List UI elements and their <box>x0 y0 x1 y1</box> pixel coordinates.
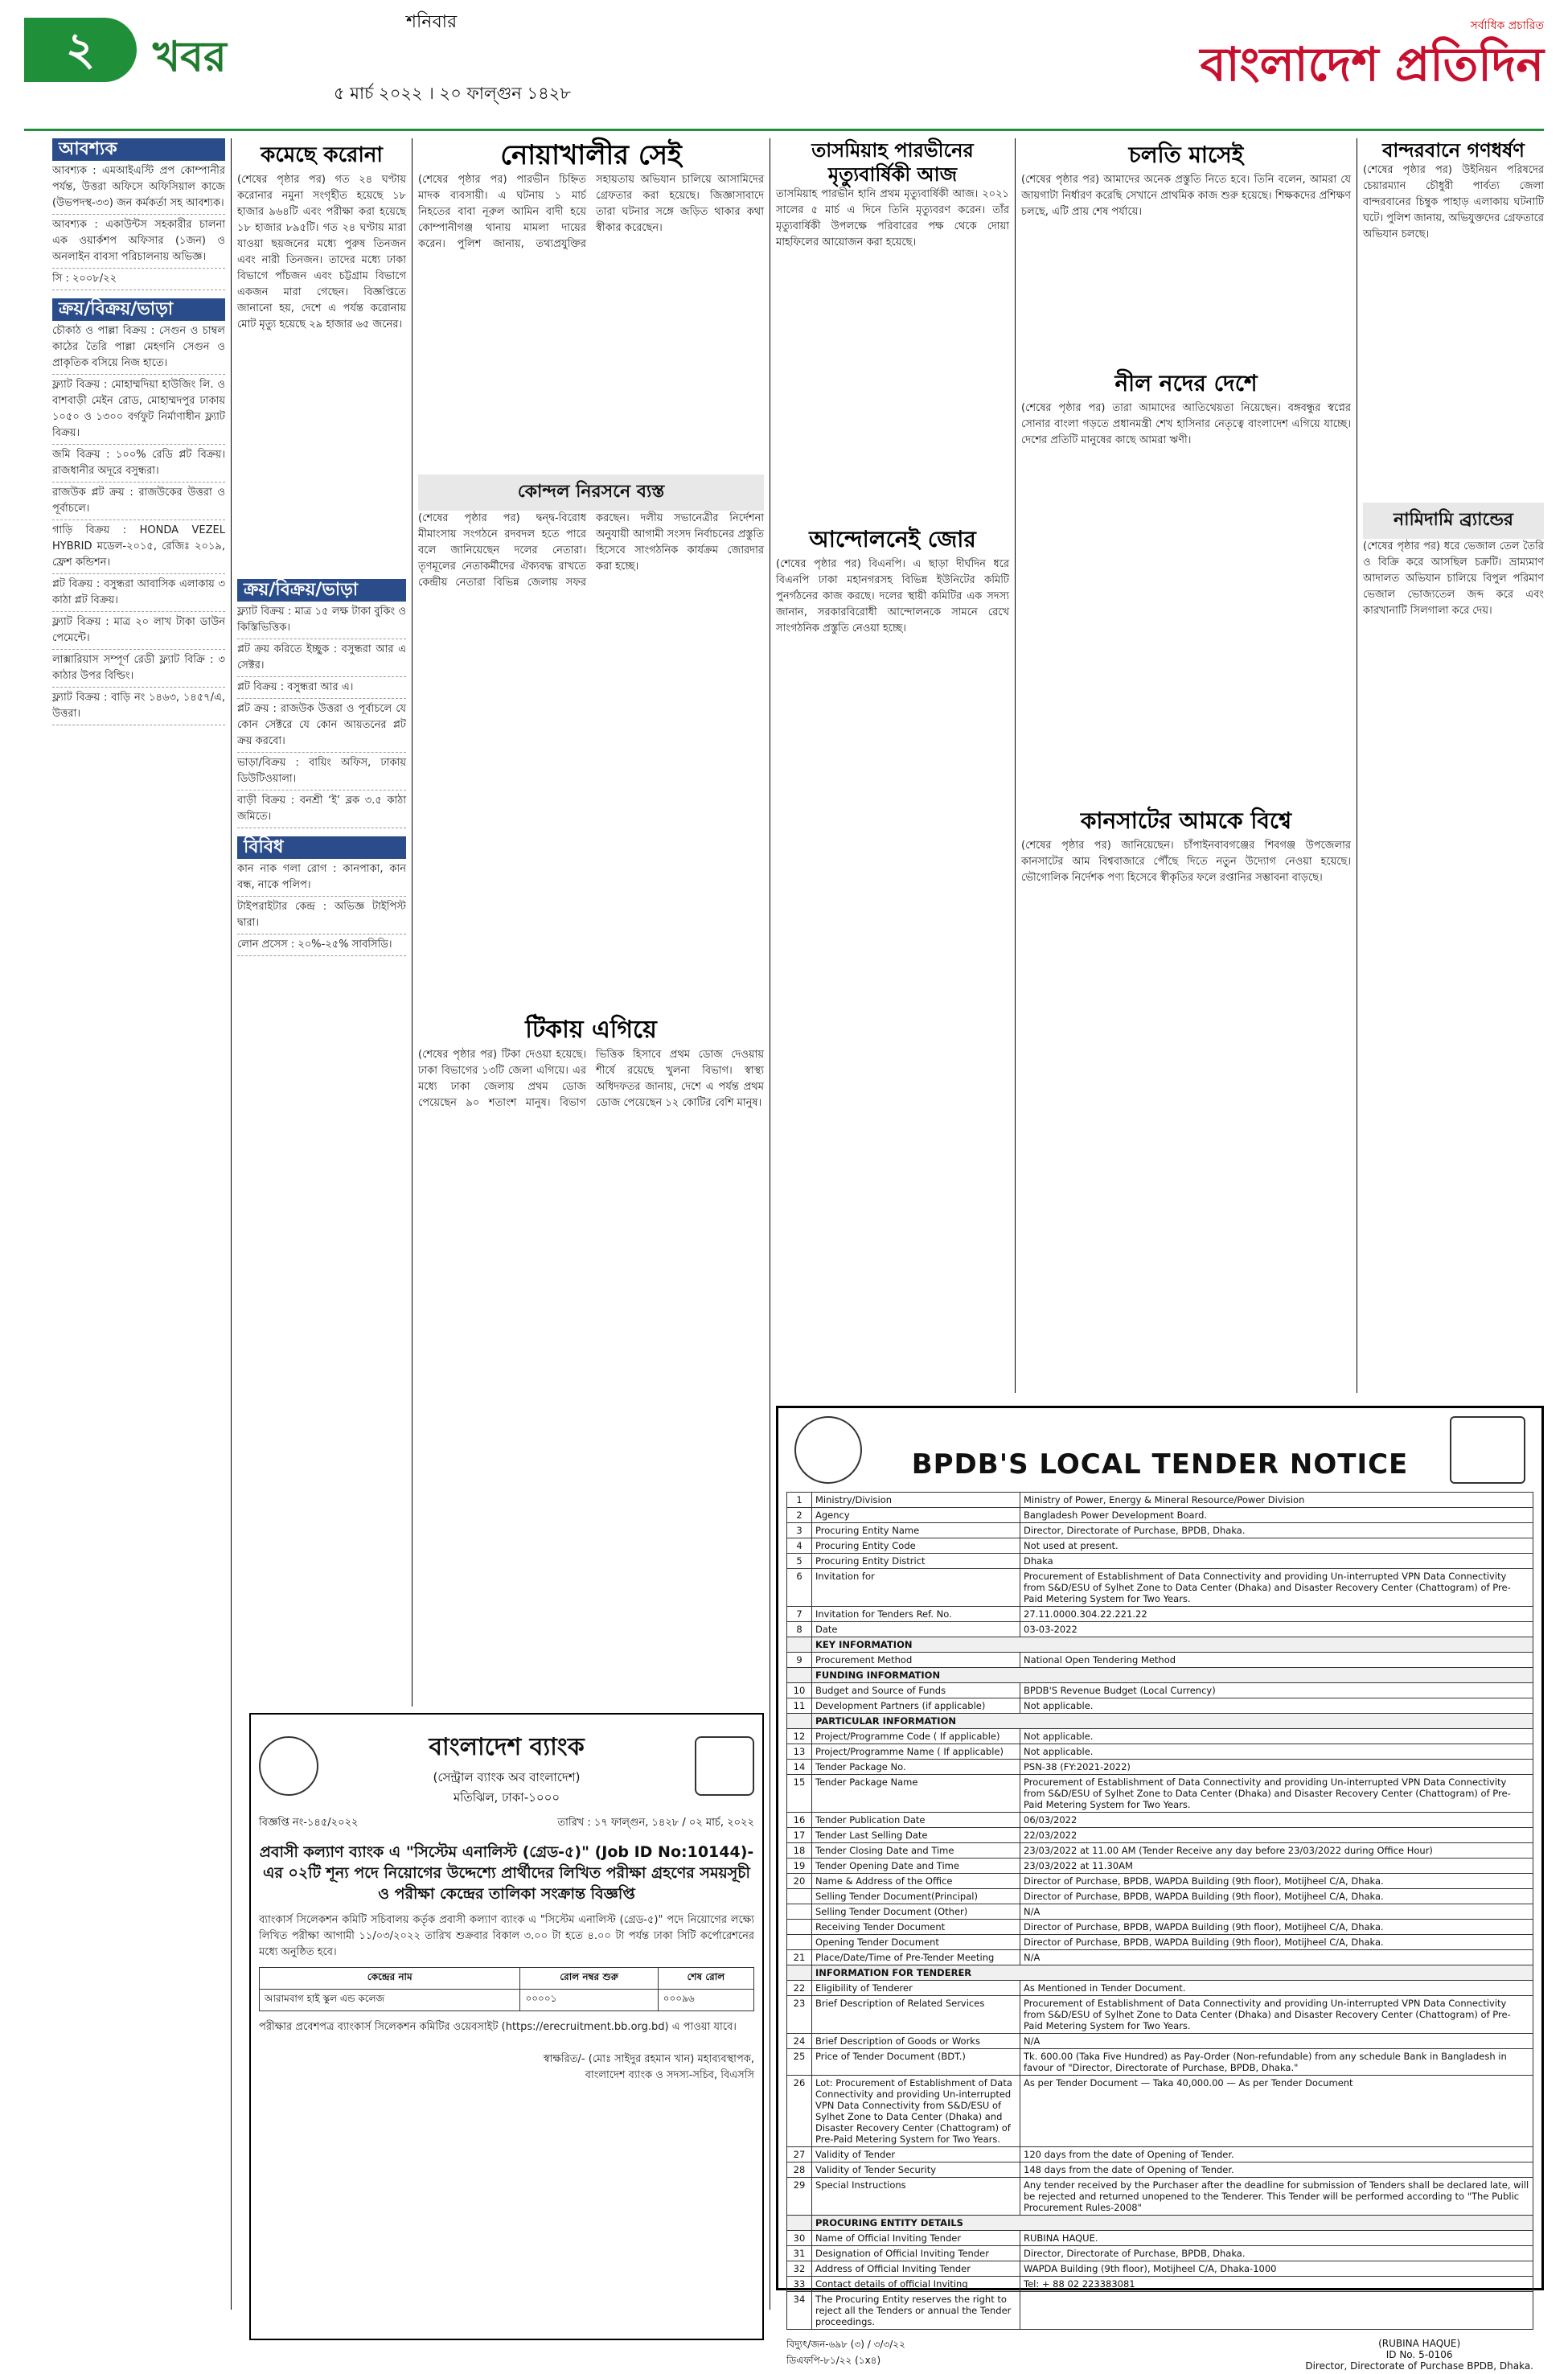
tender-cell: 1 <box>787 1493 812 1508</box>
tender-cell <box>787 2216 812 2231</box>
article-headline: নামিদামি ব্র্যান্ডের <box>1363 503 1544 539</box>
tender-cell: Director of Purchase, BPDB, WAPDA Building (9th floor), Motijheel C/A, Dhaka. <box>1020 1889 1533 1904</box>
tender-cell: Tk. 600.00 (Taka Five Hundred) as Pay-Order (Non-refundable) from any schedule Bank in Bangladesh in favour of "Director, Directorate of Purchase, BPDB, Dhaka." <box>1020 2049 1533 2076</box>
tender-cell: 23 <box>787 1996 812 2034</box>
tender-row <box>787 1622 1533 1637</box>
tender-cell: Project/Programme Name ( If applicable) <box>812 1744 1020 1760</box>
classified-section-head: বিবিধ <box>237 836 406 859</box>
bpdb-logo-icon <box>794 1416 862 1484</box>
tender-cell: Project/Programme Code ( If applicable) <box>812 1729 1020 1744</box>
tender-cell: 21 <box>787 1950 812 1965</box>
tender-cell: Date <box>812 1622 1020 1637</box>
tender-cell: 23/03/2022 at 11.30AM <box>1020 1859 1533 1874</box>
article-body: (শেষের পৃষ্ঠার পর) দ্বন্দ্ব-বিরোধ মীমাংসায় সংগঠনে রদবদল হতে পারে বলে জানিয়েছেন দলের নেতারা। তৃণমূলের নেতাকর্মীদের ঐক্যবদ্ধ রাখতে কেন্দ্রীয় নেতারা বিভিন্ন জেলায় সফর করছেন। দলীয় সভানেত্রীর নির্দেশনা অনুযায়ী আগামী সংসদ নির্বাচনের প্রস্তুতি হিসেবে সাংগঠনিক কার্যক্রম জোরদার করা হচ্ছে। <box>418 512 764 589</box>
tender-cell: 03-03-2022 <box>1020 1622 1533 1637</box>
tender-row <box>787 1828 1533 1843</box>
classified-item: রাজউক প্লট ক্রয় : রাজউকের উত্তরা ও পূর্বাচলে। <box>52 483 225 520</box>
table-header: শেষ রোল <box>658 1968 753 1990</box>
tender-cell: 11 <box>787 1698 812 1714</box>
classified-item: প্লট বিক্রয় : বসুন্ধরা আবাসিক এলাকায় ৩ কাঠা প্লট বিক্রয়। <box>52 574 225 612</box>
tender-title: BPDB'S LOCAL TENDER NOTICE <box>911 1448 1409 1481</box>
tender-cell: 14 <box>787 1760 812 1775</box>
tender-cell: 22 <box>787 1981 812 1996</box>
tender-cell: 16 <box>787 1813 812 1828</box>
tender-cell: 22/03/2022 <box>1020 1828 1533 1843</box>
article-headline: আন্দোলনেই জোর <box>809 526 976 552</box>
tender-cell: Director, Directorate of Purchase, BPDB, Dhaka. <box>1020 1523 1533 1538</box>
tender-cell: PROCURING ENTITY DETAILS <box>812 2216 1533 2231</box>
tender-cell: 2 <box>787 1508 812 1523</box>
tender-row <box>787 1859 1533 1874</box>
table-cell: আরামবাগ হাই স্কুল এন্ড কলেজ <box>260 1990 520 2011</box>
tender-row <box>787 1554 1533 1569</box>
tender-cell: 23/03/2022 at 11.00 AM (Tender Receive any day before 23/03/2022 during Office Hour) <box>1020 1843 1533 1859</box>
tender-cell: Invitation for Tenders Ref. No. <box>812 1607 1020 1622</box>
tender-ref: বিদ্যুৎ/জন-৬৯৮ (৩) / ৩/৩/২২ <box>786 2339 905 2350</box>
tender-cell <box>787 1965 812 1981</box>
article-body: (শেষের পৃষ্ঠার পর) টিকা দেওয়া হয়েছে। ঢাকা বিভাগের ১৩টি জেলা এগিয়ে। এর মধ্যে ঢাকা জেলায় প্রথম ডোজ পেয়েছেন ৯০ শতাংশ মানুষ। বিভাগ ভিত্তিক হিসাবে প্রথম ডোজ দেওয়ায় শীর্ষে রয়েছে খুলনা বিভাগ। স্বাস্থ্য অধিদফতর জানায়, দেশে এ পর্যন্ত প্রথম ডোজ পেয়েছেন ১২ কোটির বেশি মানুষ। <box>418 1049 764 1109</box>
tender-row <box>787 1920 1533 1935</box>
tender-cell: Eligibility of Tenderer <box>812 1981 1020 1996</box>
tender-cell: 27 <box>787 2147 812 2162</box>
tender-cell: Selling Tender Document (Other) <box>812 1904 1020 1920</box>
article-headline: চলতি মাসেই <box>1128 142 1244 168</box>
tender-cell: KEY INFORMATION <box>812 1637 1533 1653</box>
issue-date: ৫ মার্চ ২০২২ । ২০ ফাল্গুন ১৪২৮ <box>334 84 571 103</box>
tender-cell: Tender Publication Date <box>812 1813 1020 1828</box>
tender-cell: 4 <box>787 1538 812 1554</box>
tender-cell: Procuring Entity District <box>812 1554 1020 1569</box>
tender-row <box>787 1775 1533 1813</box>
classified-section-head: ক্রয়/বিক্রয়/ভাড়া <box>52 298 225 321</box>
tender-cell: Tel: + 88 02 223383081 <box>1020 2277 1533 2292</box>
classified-item: জমি বিক্রয় : ১০০% রেডি প্লট বিক্রয়। রাজধানীর অদূরে বসুন্ধরা। <box>52 445 225 483</box>
tender-cell: 34 <box>787 2292 812 2330</box>
tender-cell: Procurement of Establishment of Data Connectivity and providing Un-interrupted VPN Data Connectivity from S&D/ESU of Sylhet Zone to Data Center (Dhaka) and Disaster Recovery Center (Chattogram) of Pre-Paid Metering System for Two Years. <box>1020 1569 1533 1607</box>
tender-row <box>787 2076 1533 2147</box>
section-title: খবর <box>153 33 227 81</box>
signer-name: (RUBINA HAQUE) <box>1378 2338 1461 2349</box>
tender-cell: National Open Tendering Method <box>1020 1653 1533 1668</box>
tender-cell: Not applicable. <box>1020 1744 1533 1760</box>
tender-row <box>787 1965 1533 1981</box>
tender-row <box>787 1569 1533 1607</box>
tender-cell: As Mentioned in Tender Document. <box>1020 1981 1533 1996</box>
tender-cell: Contact details of official Inviting <box>812 2277 1020 2292</box>
tender-cell: 30 <box>787 2231 812 2246</box>
bank-name: বাংলাদেশ ব্যাংক <box>429 1733 585 1761</box>
tender-cell: 28 <box>787 2162 812 2178</box>
tender-cell: Not applicable. <box>1020 1698 1533 1714</box>
classified-item: সি : ২০০৮/২২ <box>52 269 225 290</box>
article-vaccine <box>418 1013 764 1705</box>
notice-note: পরীক্ষার প্রবেশপত্র ব্যাংকার্স সিলেকশন কমিটির ওয়েবসাইট (https://erecruitment.bb.org.bd) এ পাওয়া যাবে। <box>259 2021 737 2033</box>
tender-row <box>787 1653 1533 1668</box>
tender-cell: Tender Opening Date and Time <box>812 1859 1020 1874</box>
tender-cell: Name of Official Inviting Tender <box>812 2231 1020 2246</box>
tender-cell: PARTICULAR INFORMATION <box>812 1714 1533 1729</box>
tender-cell <box>787 1889 812 1904</box>
tender-cell: 18 <box>787 1843 812 1859</box>
notice-body: ব্যাংকার্স সিলেকশন কমিটি সচিবালয় কর্তৃক প্রবাসী কল্যাণ ব্যাংক এ "সিস্টেম এনালিস্ট (গ্রেড-৫)" পদে নিয়োগের লক্ষ্যে লিখিত পরীক্ষা আগামী ১১/০৩/২০২২ তারিখ শুক্রবার বিকাল ৩.০০ টা হতে ৪.০০ টা পর্যন্ত ঢাকা সিটি কর্পোরেশনের মধ্যে অনুষ্ঠিত হবে। <box>259 1914 754 1958</box>
tender-row <box>787 2034 1533 2049</box>
classifieds-column-1 <box>52 138 225 2310</box>
tender-row <box>787 2162 1533 2178</box>
table-row <box>260 1990 754 2011</box>
classified-item: গাড়ি বিক্রয় : HONDA VEZEL HYBRID মডেল-২০১৫, রেজিঃ ২০১৯, ফ্রেশ কন্ডিশন। <box>52 520 225 574</box>
tender-row <box>787 2147 1533 2162</box>
tender-row <box>787 2216 1533 2231</box>
tender-row <box>787 1637 1533 1653</box>
tender-cell: As per Tender Document — Taka 40,000.00 — As per Tender Document <box>1020 2076 1533 2147</box>
classified-item: টাইপরাইটার কেন্দ্র : অভিজ্ঞ টাইপিস্ট দ্বারা। <box>237 897 406 934</box>
tender-cell: 29 <box>787 2178 812 2216</box>
tender-row <box>787 1668 1533 1683</box>
tender-cell: The Procuring Entity reserves the right to reject all the Tenders or annual the Tender proceedings. <box>812 2292 1020 2330</box>
tender-cell: N/A <box>1020 2034 1533 2049</box>
tender-cell: 19 <box>787 1859 812 1874</box>
tender-row <box>787 2178 1533 2216</box>
tender-cell: Procuring Entity Code <box>812 1538 1020 1554</box>
article-obituary <box>776 138 1009 516</box>
tender-row <box>787 2277 1533 2292</box>
tender-table <box>786 1492 1533 2330</box>
article-this-month <box>1021 138 1351 363</box>
bank-notice <box>249 1713 764 2340</box>
classified-item: আবশ্যক : এমআইএস্টি প্রপ কোম্পানীর পর্যন্ত, উত্তরা অফিসে অফিসিয়াল কাজে (উভপদস্থ-৩৩) জন কর্মকর্তা সহ আবশ্যক। <box>52 161 225 215</box>
tender-row <box>787 2049 1533 2076</box>
masthead-rule <box>24 129 1544 131</box>
signer-id: ID No. 5-0106 <box>1385 2349 1453 2360</box>
tender-row <box>787 1607 1533 1622</box>
tender-row <box>787 1538 1533 1554</box>
tender-cell: 25 <box>787 2049 812 2076</box>
tender-cell: WAPDA Building (9th floor), Motijheel C/A, Dhaka-1000 <box>1020 2261 1533 2277</box>
bank-seal-icon <box>259 1736 318 1796</box>
tender-cell: Name & Address of the Office <box>812 1874 1020 1889</box>
tender-row <box>787 1950 1533 1965</box>
brand-name: বাংলাদেশ প্রতিদিন <box>1200 37 1544 92</box>
tender-cell: Brief Description of Goods or Works <box>812 2034 1020 2049</box>
article-nile <box>1021 367 1351 801</box>
tender-cell: Tender Last Selling Date <box>812 1828 1020 1843</box>
tender-cell: Director of Purchase, BPDB, WAPDA Building (9th floor), Motijheel C/A, Dhaka. <box>1020 1874 1533 1889</box>
tender-cell <box>787 1904 812 1920</box>
tender-cell: Designation of Official Inviting Tender <box>812 2246 1020 2261</box>
tender-cell: 33 <box>787 2277 812 2292</box>
tender-row <box>787 1683 1533 1698</box>
exam-center-table <box>259 1967 754 2011</box>
tender-row <box>787 1996 1533 2034</box>
classified-item: ফ্ল্যাট বিক্রয় : মাত্র ২০ লাখ টাকা ডাউন পেমেন্টে। <box>52 612 225 650</box>
tender-cell: Tender Closing Date and Time <box>812 1843 1020 1859</box>
tender-row <box>787 1493 1533 1508</box>
tender-cell: Validity of Tender <box>812 2147 1020 2162</box>
tender-row <box>787 2292 1533 2330</box>
tender-cell: Tender Package No. <box>812 1760 1020 1775</box>
tender-cell: Director of Purchase, BPDB, WAPDA Building (9th floor), Motijheel C/A, Dhaka. <box>1020 1935 1533 1950</box>
tender-cell: Lot: Procurement of Establishment of Data Connectivity and providing Un-interrupted VPN Data Connectivity from S&D/ESU of Sylhet Zone to Data Center (Dhaka) and Disaster Recovery Center (Chattogram) of Pre-Paid Metering System for Two Years. <box>812 2076 1020 2147</box>
tender-row <box>787 1508 1533 1523</box>
table-header: রোল নম্বর শুরু <box>520 1968 658 1990</box>
classified-item: প্লট ক্রয় করিতে ইচ্ছুক : বসুন্ধরা আর এ সেক্টর। <box>237 639 406 677</box>
article-headline: টিকায় এগিয়ে <box>525 1016 657 1044</box>
tender-cell: 27.11.0000.304.22.221.22 <box>1020 1607 1533 1622</box>
tender-cell: 7 <box>787 1607 812 1622</box>
article-mango <box>1021 804 1351 1391</box>
column-rule <box>1015 138 1016 1393</box>
classified-item: ফ্ল্যাট বিক্রয় : মোহাম্মদিয়া হাউজিং লি. ও বাশবাড়ী মেইন রোড, মোহাম্মদপুর ঢাকায় ১০৫০ ও ১৩০০ বর্গফুট নির্মাণাধীন ফ্ল্যাট বিক্রয়। <box>52 375 225 445</box>
tender-cell: Address of Official Inviting Tender <box>812 2261 1020 2277</box>
tender-cell: Ministry/Division <box>812 1493 1020 1508</box>
classified-section-head: আবশ্যক <box>52 138 225 161</box>
tender-cell <box>787 1714 812 1729</box>
tender-cell: Procurement of Establishment of Data Connectivity and providing Un-interrupted VPN Data Connectivity from S&D/ESU of Sylhet Zone to Data Center (Dhaka) and Disaster Recovery Center (Chattogram) of Pre-Paid Metering System for Two Years. <box>1020 1775 1533 1813</box>
tender-cell: 9 <box>787 1653 812 1668</box>
tender-cell: 120 days from the date of Opening of Tender. <box>1020 2147 1533 2162</box>
tender-cell: Ministry of Power, Energy & Mineral Resource/Power Division <box>1020 1493 1533 1508</box>
tender-cell: N/A <box>1020 1950 1533 1965</box>
article-body: (শেষের পৃষ্ঠার পর) বিএনপি। এ ছাড়া দীর্ঘদিন ধরে বিএনপি ঢাকা মহানগরসহ বিভিন্ন ইউনিটের কমিটি পুনর্গঠনের কাজ করছে। দলের স্থায়ী কমিটির এক সদস্য জানান, সরকারবিরোধী আন্দোলনকে সামনে রেখে সাংগঠনিক প্রস্তুতি নেওয়া হচ্ছে। <box>776 558 1009 635</box>
tender-cell: Agency <box>812 1508 1020 1523</box>
tender-row <box>787 1935 1533 1950</box>
article-body: (শেষের পৃষ্ঠার পর) তারা আমাদের আতিথেয়তা নিয়েছেন। বঙ্গবন্ধুর স্বপ্নের সোনার বাংলা গড়তে প্রধানমন্ত্রী শেখ হাসিনার নেতৃত্বে বাংলাদেশ এগিয়ে যাচ্ছে। দেশের প্রতিটি মানুষের কাছে আমরা ঋণী। <box>1021 402 1351 446</box>
classified-item: ফ্ল্যাট বিক্রয় : বাড়ি নং ১৪৬৩, ১৪৫৭/এ, উত্তরা। <box>52 688 225 725</box>
bank-subtitle: (সেন্ট্রাল ব্যাংক অব বাংলাদেশ) <box>433 1770 581 1785</box>
column-rule <box>412 138 413 1707</box>
article-headline: বান্দরবানে গণধর্ষণ <box>1382 139 1525 162</box>
tender-cell: Opening Tender Document <box>812 1935 1020 1950</box>
article-body: (শেষের পৃষ্ঠার পর) ধরে ভেজাল তেল তৈরি ও বিক্রি করে আসছিল চক্রটি। ভ্রাম্যমাণ আদালত অভিযান চালিয়ে বিপুল পরিমাণ ভেজাল ভোজ্যতেল জব্দ করে এবং কারখানাটি সিলগালা করে দেয়। <box>1363 540 1544 617</box>
article-body: (শেষের পৃষ্ঠার পর) পারভীন চিহ্নিত মাদক ব্যবসায়ী। এ ঘটনায় ১ মার্চ নিহতের বাবা নূরুল আমিন বাদী হয়ে কোম্পানীগঞ্জ থানায় মামলা দায়ের করেন। পুলিশ জানায়, তথ্যপ্রযুক্তির সহায়তায় অভিযান চালিয়ে আসামিদের গ্রেফতার করা হয়েছে। জিজ্ঞাসাবাদে তারা ঘটনার সঙ্গে জড়িত থাকার কথা স্বীকার করেছেন। <box>418 174 764 250</box>
tender-cell: 13 <box>787 1744 812 1760</box>
tender-cell: INFORMATION FOR TENDERER <box>812 1965 1533 1981</box>
tender-cell: Receiving Tender Document <box>812 1920 1020 1935</box>
tender-cell: BPDB'S Revenue Budget (Local Currency) <box>1020 1683 1533 1698</box>
table-header: কেন্দ্রের নাম <box>260 1968 520 1990</box>
tender-cell <box>787 1668 812 1683</box>
notice-ref: বিজ্ঞপ্তি নং-১৪৫/২০২২ <box>259 1817 359 1829</box>
tender-row <box>787 1714 1533 1729</box>
tender-cell: N/A <box>1020 1904 1533 1920</box>
tender-cell: 20 <box>787 1874 812 1889</box>
table-cell: ০০০৯৬ <box>658 1990 753 2011</box>
brand-tagline: সর্বাধিক প্রচারিত <box>1470 19 1544 32</box>
tender-cell: 3 <box>787 1523 812 1538</box>
tender-cell: 10 <box>787 1683 812 1698</box>
weekday: শনিবার <box>406 12 458 32</box>
tender-cell: 148 days from the date of Opening of Tender. <box>1020 2162 1533 2178</box>
article-movement <box>776 523 1009 1391</box>
tender-dfp: ডিএফপি-৮১/২২ (১x৪) <box>786 2355 881 2366</box>
tender-row <box>787 1698 1533 1714</box>
article-bandarban <box>1363 138 1544 500</box>
notice-signer: স্বাক্ষরিত/- (মোঃ সাইদুর রহমান খান) মহাব্যবস্থাপক, বাংলাদেশ ব্যাংক ও সদস্য-সচিব, বিএসসি <box>543 2053 754 2081</box>
article-body: (শেষের পৃষ্ঠার পর) আমাদের অনেক প্রস্তুতি নিতে হবে। তিনি বলেন, আমরা যে জায়গাটা নির্ধারণ করেছি সেখানে প্রাথমিক কাজ শুরু হয়েছে। শিক্ষকদের প্রশিক্ষণ চলছে, এটি প্রায় শেষ পর্যায়ে। <box>1021 174 1351 218</box>
article-body: তাসমিয়াহ পারভীন হানি প্রথম মৃত্যুবার্ষিকী আজ। ২০২১ সালের ৫ মার্চ এ দিনে তিনি মৃত্যুবরণ করেন। তাঁর মৃত্যুবার্ষিকী উপলক্ষে পরিবারের পক্ষ থেকে দোয়া মাহফিলের আয়োজন করা হয়েছে। <box>776 188 1009 248</box>
tender-cell: Price of Tender Document (BDT.) <box>812 2049 1020 2076</box>
bank-office: মতিঝিল, ঢাকা-১০০০ <box>453 1790 560 1805</box>
tender-cell: 32 <box>787 2261 812 2277</box>
classified-item: লাক্সারিয়াস সম্পূর্ণ রেডী ফ্ল্যাট বিক্রি : ৩ কাঠার উপর বিল্ডিং। <box>52 650 225 688</box>
tender-cell: Selling Tender Document(Principal) <box>812 1889 1020 1904</box>
tender-cell: Not applicable. <box>1020 1729 1533 1744</box>
tender-cell: Brief Description of Related Services <box>812 1996 1020 2034</box>
tender-row <box>787 1874 1533 1889</box>
notice-heading: প্রবাসী কল্যাণ ব্যাংক এ "সিস্টেম এনালিস্ট (গ্রেড-৫)" (Job ID No:10144)-এর ০২টি শূন্য পদে নিয়োগের উদ্দেশ্যে প্রার্থীদের লিখিত পরীক্ষা গ্রহণের সময়সূচী ও পরীক্ষা কেন্দ্রের তালিকা সংক্রান্ত বিজ্ঞপ্তি <box>259 1843 754 1903</box>
tender-cell: Dhaka <box>1020 1554 1533 1569</box>
classified-item: বাড়ী বিক্রয় : বনশ্রী ‘ই’ ব্লক ৩.৫ কাঠা জমিতে। <box>237 791 406 828</box>
classified-item: প্লট বিক্রয় : বসুন্ধরা আর এ। <box>237 677 406 699</box>
tender-cell: Place/Date/Time of Pre-Tender Meeting <box>812 1950 1020 1965</box>
classified-item: প্লট ক্রয় : রাজউক উত্তরা ও পূর্বাচলে যে কোন সেক্টরে যে কোন আয়তনের প্লট ক্রয় করবো। <box>237 699 406 753</box>
tender-cell: 12 <box>787 1729 812 1744</box>
tender-row <box>787 1813 1533 1828</box>
tender-cell: Not used at present. <box>1020 1538 1533 1554</box>
classified-item: চৌকাঠ ও পাল্লা বিক্রয় : সেগুন ও চাম্বল কাঠের তৈরি পাল্লা মেহগনি সেগুন ও প্রাকৃতিক বসিয়ে নিজ হাতে। <box>52 321 225 375</box>
tender-cell: 31 <box>787 2246 812 2261</box>
tender-cell: 15 <box>787 1775 812 1813</box>
article-body: (শেষের পৃষ্ঠার পর) গত ২৪ ঘণ্টায় করোনার নমুনা সংগৃহীত হয়েছে ১৮ হাজার ৯৬৪টি এবং পরীক্ষা করা হয়েছে ১৮ হাজার ৮৯৫টি। গত ২৪ ঘণ্টায় মারা যাওয়া ছয়জনের মধ্যে পুরুষ তিনজন এবং নারী তিনজন। তাদের মধ্যে ঢাকা বিভাগে পাঁচজন এবং চট্টগ্রাম বিভাগে একজন মারা গেছেন। বিজ্ঞপ্তিতে জানানো হয়, দেশে এ পর্যন্ত করোনায় মোট মৃত্যু হয়েছে ২৯ হাজার ৬৫ জনের। <box>237 174 406 331</box>
notice-date: তারিখ : ১৭ ফাল্গুন, ১৪২৮ / ০২ মার্চ, ২০২২ <box>557 1817 754 1829</box>
tender-cell: Special Instructions <box>812 2178 1020 2216</box>
tender-cell: Procuring Entity Name <box>812 1523 1020 1538</box>
tender-cell: FUNDING INFORMATION <box>812 1668 1533 1683</box>
brand-logo <box>1150 16 1544 92</box>
tender-cell: Tender Package Name <box>812 1775 1020 1813</box>
tender-notice <box>776 1406 1544 2372</box>
tender-cell <box>787 1935 812 1950</box>
classified-item: ভাড়া/বিক্রয় : বায়িং অফিস, ঢাকায় ডিউটিওয়ালা। <box>237 753 406 791</box>
tender-cell: 26 <box>787 2076 812 2147</box>
article-headline: নীল নদের দেশে <box>1114 370 1258 396</box>
mujib-logo-icon <box>695 1736 754 1796</box>
tender-cell: RUBINA HAQUE. <box>1020 2231 1533 2246</box>
page-number-badge: ২ <box>24 18 137 82</box>
article-headline: নোয়াখালীর সেই <box>500 139 682 171</box>
table-cell: ০০০০১ <box>520 1990 658 2011</box>
tender-cell: Director, Directorate of Purchase, BPDB, Dhaka. <box>1020 2246 1533 2261</box>
tender-row <box>787 1760 1533 1775</box>
tender-cell: Any tender received by the Purchaser after the deadline for submission of Tenders shall be declared late, will be rejected and returned unopened to the Tenderer. This Tender will be performed according to "The Public Procurement Rules-2008" <box>1020 2178 1533 2216</box>
article-body: (শেষের পৃষ্ঠার পর) জানিয়েছেন। চাঁপাইনবাবগঞ্জের শিবগঞ্জ উপজেলার কানসাটের আম বিশ্ববাজারে পৌঁছে দিতে নতুন উদ্যোগ নেওয়া হয়েছে। ভৌগোলিক নির্দেশক পণ্য হিসেবে স্বীকৃতির ফলে রপ্তানির সম্ভাবনা বাড়ছে। <box>1021 840 1351 884</box>
signer-title: Director, Directorate of Purchase BPDB, Dhaka. <box>1305 2360 1533 2372</box>
tender-row <box>787 1904 1533 1920</box>
tender-row <box>787 2261 1533 2277</box>
tender-row <box>787 1523 1533 1538</box>
classified-section-head: ক্রয়/বিক্রয়/ভাড়া <box>237 579 406 602</box>
tender-cell: Invitation for <box>812 1569 1020 1607</box>
tender-cell: 06/03/2022 <box>1020 1813 1533 1828</box>
article-kondol <box>418 474 764 1021</box>
tender-cell: Procurement of Establishment of Data Connectivity and providing Un-interrupted VPN Data Connectivity from S&D/ESU of Sylhet Zone to Data Center (Dhaka) and Disaster Recovery Center (Chattogram) of Pre-Paid Metering System for Two Years. <box>1020 1996 1533 2034</box>
tender-cell: 17 <box>787 1828 812 1843</box>
tender-cell: Development Partners (if applicable) <box>812 1698 1020 1714</box>
tender-row <box>787 1744 1533 1760</box>
tender-row <box>787 2231 1533 2246</box>
article-headline: কোন্দল নিরসনে ব্যস্ত <box>418 474 764 511</box>
tender-row <box>787 1981 1533 1996</box>
tender-cell: PSN-38 (FY:2021-2022) <box>1020 1760 1533 1775</box>
classified-item: কান নাক গলা রোগ : কানপাকা, কান বন্ধ, নাকে পলিপ। <box>237 859 406 897</box>
tender-cell: Director of Purchase, BPDB, WAPDA Building (9th floor), Motijheel C/A, Dhaka. <box>1020 1920 1533 1935</box>
tender-cell: Procurement Method <box>812 1653 1020 1668</box>
article-brand-oil <box>1363 503 1544 1387</box>
tender-cell: 8 <box>787 1622 812 1637</box>
classified-item: লোন প্রসেস : ২০%-২৫% সাবসিডি। <box>237 934 406 956</box>
tender-cell: 24 <box>787 2034 812 2049</box>
tender-row <box>787 1843 1533 1859</box>
article-corona <box>237 138 406 573</box>
mujib-logo-icon <box>1450 1416 1525 1484</box>
tender-cell: Validity of Tender Security <box>812 2162 1020 2178</box>
article-headline: কমেছে করোনা <box>261 143 383 167</box>
tender-cell <box>1020 2292 1533 2330</box>
classified-item: আবশ্যক : একাউন্টস সহকারীর চালনা এক ওয়ার্কশপ অফিসার (১জন) ও অনলাইন বাবসা পরিচালনায় অভিজ্ঞ। <box>52 215 225 269</box>
tender-cell: 6 <box>787 1569 812 1607</box>
article-headline: তাসমিয়াহ পারভীনের মৃত্যুবার্ষিকী আজ <box>811 139 974 186</box>
article-headline: কানসাটের আমকে বিশ্বে <box>1080 807 1292 834</box>
classifieds-column-2 <box>237 579 406 1689</box>
tender-row <box>787 1889 1533 1904</box>
column-rule <box>231 138 232 2310</box>
tender-row <box>787 2246 1533 2261</box>
tender-row <box>787 1729 1533 1744</box>
article-body: (শেষের পৃষ্ঠার পর) উইনিয়ন পরিষদের চেয়ারম্যান চৌধুরী পার্বত্য জেলা বান্দরবানের চিম্বুক পাহাড় এলাকায় ঘটনাটি ঘটে। পুলিশ জানায়, অভিযুক্তদের গ্রেফতারে অভিযান চলছে। <box>1363 164 1544 240</box>
tender-cell: Bangladesh Power Development Board. <box>1020 1508 1533 1523</box>
tender-cell <box>787 1920 812 1935</box>
tender-cell <box>787 1637 812 1653</box>
tender-cell: 5 <box>787 1554 812 1569</box>
tender-cell: Budget and Source of Funds <box>812 1683 1020 1698</box>
classified-item: ফ্ল্যাট বিক্রয় : মাত্র ১৫ লক্ষ টাকা বুকিং ও কিস্তিভিত্তিক। <box>237 602 406 639</box>
